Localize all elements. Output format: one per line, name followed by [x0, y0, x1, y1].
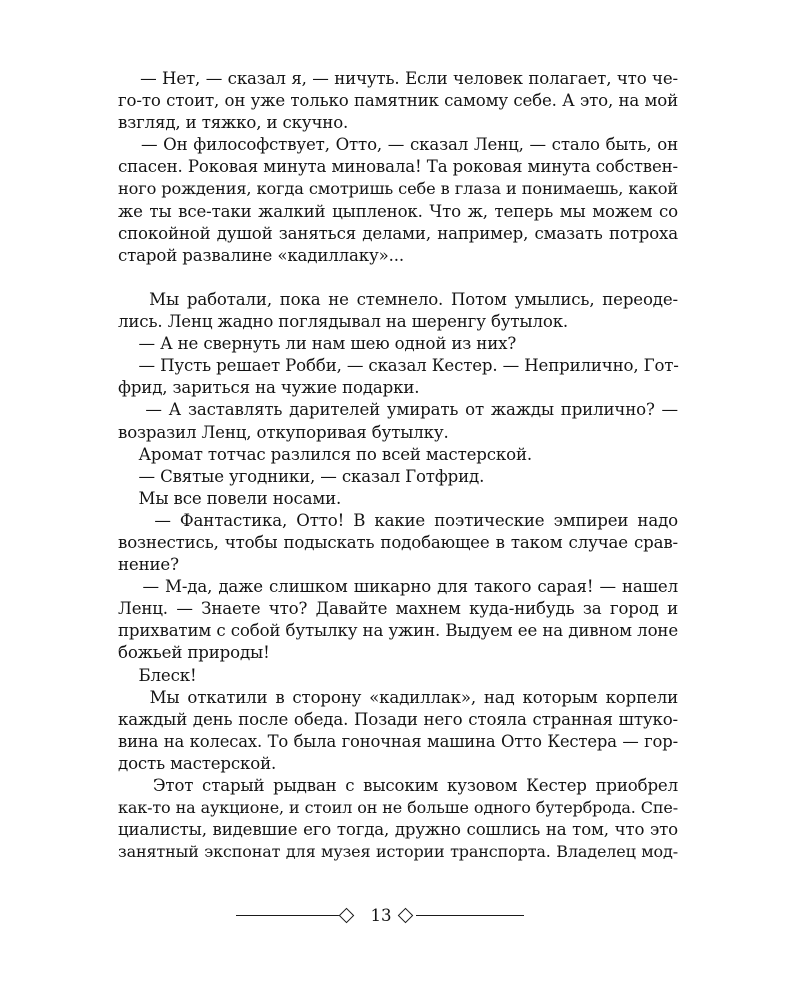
text-line: вина на колесах. То была гоночная машина Отто Кестера — гор- — [118, 731, 678, 751]
footer-rule-left — [236, 915, 340, 916]
text-line: прихватим с собой бутылку на ужин. Выдуем ее на дивном лоне — [118, 621, 678, 641]
text-line: фрид, зариться на чужие подарки. — [118, 378, 420, 398]
page-number: 13 — [370, 906, 392, 925]
blank-line — [118, 267, 678, 289]
text-line: нение? — [118, 555, 179, 575]
diamond-ornament-left-icon — [339, 908, 355, 924]
text-line: — Святые угодники, — сказал Готфрид. — [118, 466, 485, 486]
text-line: циалисты, видевшие его тогда, дружно сошлись на том, что это — [118, 820, 678, 840]
text-line: взгляд, и тяжко, и скучно. — [118, 113, 349, 133]
page-body — [118, 68, 678, 863]
footer-rule-right — [416, 915, 524, 916]
text-line: — А не свернуть ли нам шею одной из них? — [118, 334, 517, 354]
text-line: — Фантастика, Отто! В какие поэтические эмпиреи надо — [118, 510, 678, 530]
text-line: занятный экспонат для музея истории транспорта. Владелец мод- — [118, 842, 678, 862]
text-line: вознестись, чтобы подыскать подобающее в таком случае срав- — [118, 532, 678, 552]
text-line: же ты все-таки жалкий цыпленок. Что ж, теперь мы можем со — [118, 201, 678, 221]
text-line: Аромат тотчас разлился по всей мастерской. — [118, 444, 532, 464]
text-line: Ленц. — Знаете что? Давайте махнем куда-нибудь за город и — [118, 599, 678, 619]
text-line: старой развалине «кадиллаку»... — [118, 245, 405, 265]
diamond-ornament-right-icon — [398, 908, 414, 924]
text-line: — Нет, — сказал я, — ничуть. Если человек полагает, что че- — [118, 69, 678, 88]
text-line: Этот старый рыдван с высоким кузовом Кестер приобрел — [118, 776, 678, 795]
text-line: Мы все повели носами. — [118, 488, 342, 508]
page-footer — [0, 904, 800, 928]
text-line: спасен. Роковая минута миновала! Та роковая минута собствен- — [118, 157, 678, 177]
text-line: божьей природы! — [118, 643, 270, 663]
text-line: — Он философствует, Отто, — сказал Ленц, — стало быть, он — [118, 135, 678, 155]
text-line: — Пусть решает Робби, — сказал Кестер. — Неприлично, Гот- — [118, 356, 679, 376]
text-line: каждый день после обеда. Позади него стояла странная штуко- — [118, 709, 678, 729]
text-line: Мы работали, пока не стемнело. Потом умылись, переоде- — [118, 289, 678, 309]
text-line: лись. Ленц жадно поглядывал на шеренгу бутылок. — [118, 312, 569, 332]
text-line: Блеск! — [118, 665, 197, 685]
text-line: спокойной душой заняться делами, например, смазать потроха — [118, 223, 678, 243]
text-line: возразил Ленц, откупоривая бутылку. — [118, 422, 449, 442]
text-line: — А заставлять дарителей умирать от жажды прилично? — — [118, 400, 678, 420]
text-line: го-то стоит, он уже только памятник самому себе. А это, на мой — [118, 91, 678, 111]
text-line: Мы откатили в сторону «кадиллак», над которым корпели — [118, 687, 678, 707]
text-line: ного рождения, когда смотришь себе в глаза и понимаешь, какой — [118, 179, 678, 199]
text-line: — М-да, даже слишком шикарно для такого сарая! — нашел — [118, 577, 678, 597]
text-line: дость мастерской. — [118, 753, 277, 773]
text-line: как-то на аукционе, и стоил он не больше одного бутерброда. Спе- — [118, 798, 678, 818]
